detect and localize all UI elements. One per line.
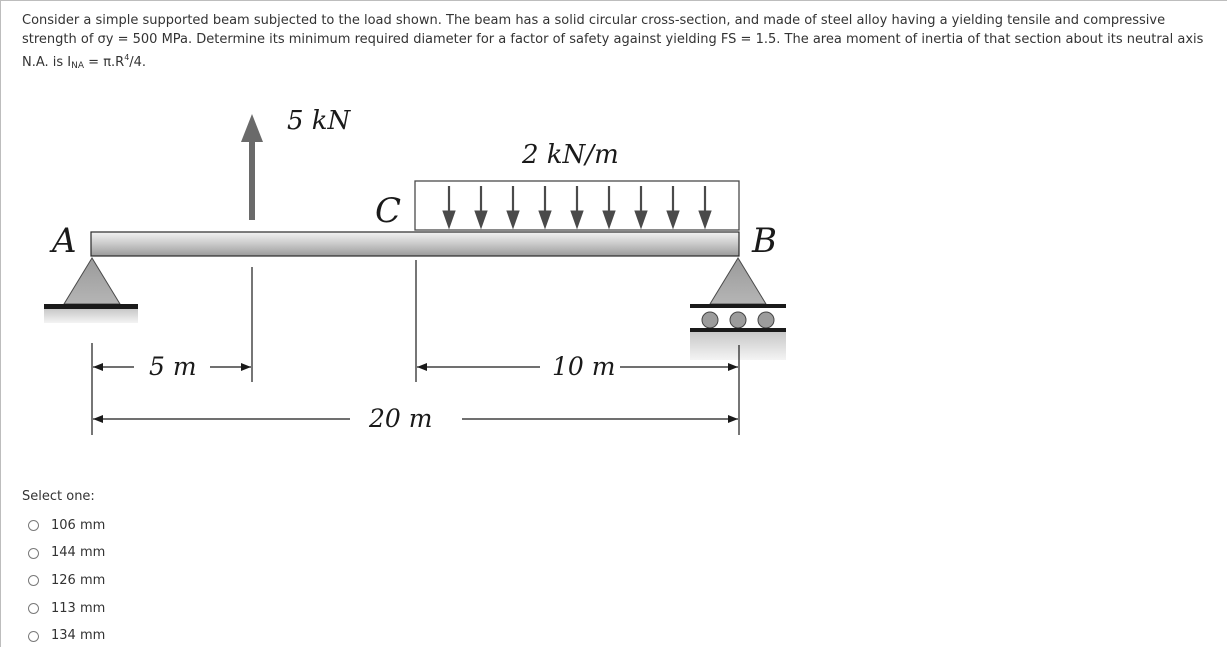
- question-line-2: strength of σy = 500 MPa. Determine its minimum required diameter for a factor of safety against yielding FS = 1.5. The area moment of inertia of that section about its neutral axis: [22, 31, 1204, 47]
- answer-option-label: 113 mm: [51, 600, 106, 616]
- roller-support-b: [690, 258, 786, 360]
- answer-option[interactable]: [28, 622, 105, 650]
- dimension-5m-label: 5 m: [149, 352, 197, 381]
- beam: [91, 232, 739, 256]
- label-a: A: [52, 221, 77, 261]
- distributed-load-label: 2 kN/m: [522, 140, 619, 170]
- radio-button[interactable]: [28, 631, 39, 642]
- answer-option-label: 106 mm: [51, 517, 106, 533]
- answer-option[interactable]: [28, 540, 105, 568]
- answer-block: [22, 488, 105, 650]
- label-b: B: [752, 221, 777, 261]
- point-load-label: 5 kN: [287, 106, 351, 136]
- radio-button[interactable]: [28, 548, 39, 559]
- radio-button[interactable]: [28, 575, 39, 586]
- question-line-3: N.A. is $I_{NA} = \pi.R^4/4$.: [22, 53, 147, 71]
- pin-support-a: [44, 258, 138, 323]
- point-load-arrow: [241, 114, 263, 220]
- answer-option-label: 126 mm: [51, 572, 106, 588]
- answer-option[interactable]: [28, 512, 105, 540]
- distributed-load: [415, 181, 739, 230]
- dimension-20m-label: 20 m: [369, 404, 433, 433]
- radio-button[interactable]: [28, 603, 39, 614]
- select-one-label: Select one:: [22, 489, 95, 504]
- answer-option[interactable]: [28, 567, 105, 595]
- radio-button[interactable]: [28, 520, 39, 531]
- answer-option-label: 134 mm: [51, 628, 106, 644]
- beam-diagram: [0, 90, 820, 450]
- label-c: C: [375, 191, 402, 231]
- answer-option-label: 144 mm: [51, 545, 106, 561]
- question-text: [22, 12, 1222, 76]
- dimension-10m-label: 10 m: [552, 352, 616, 381]
- question-line-1: Consider a simple supported beam subjected to the load shown. The beam has a solid circular cross-section, and made of steel alloy having a yielding tensile and compressive: [22, 13, 1166, 28]
- answer-option[interactable]: [28, 595, 105, 623]
